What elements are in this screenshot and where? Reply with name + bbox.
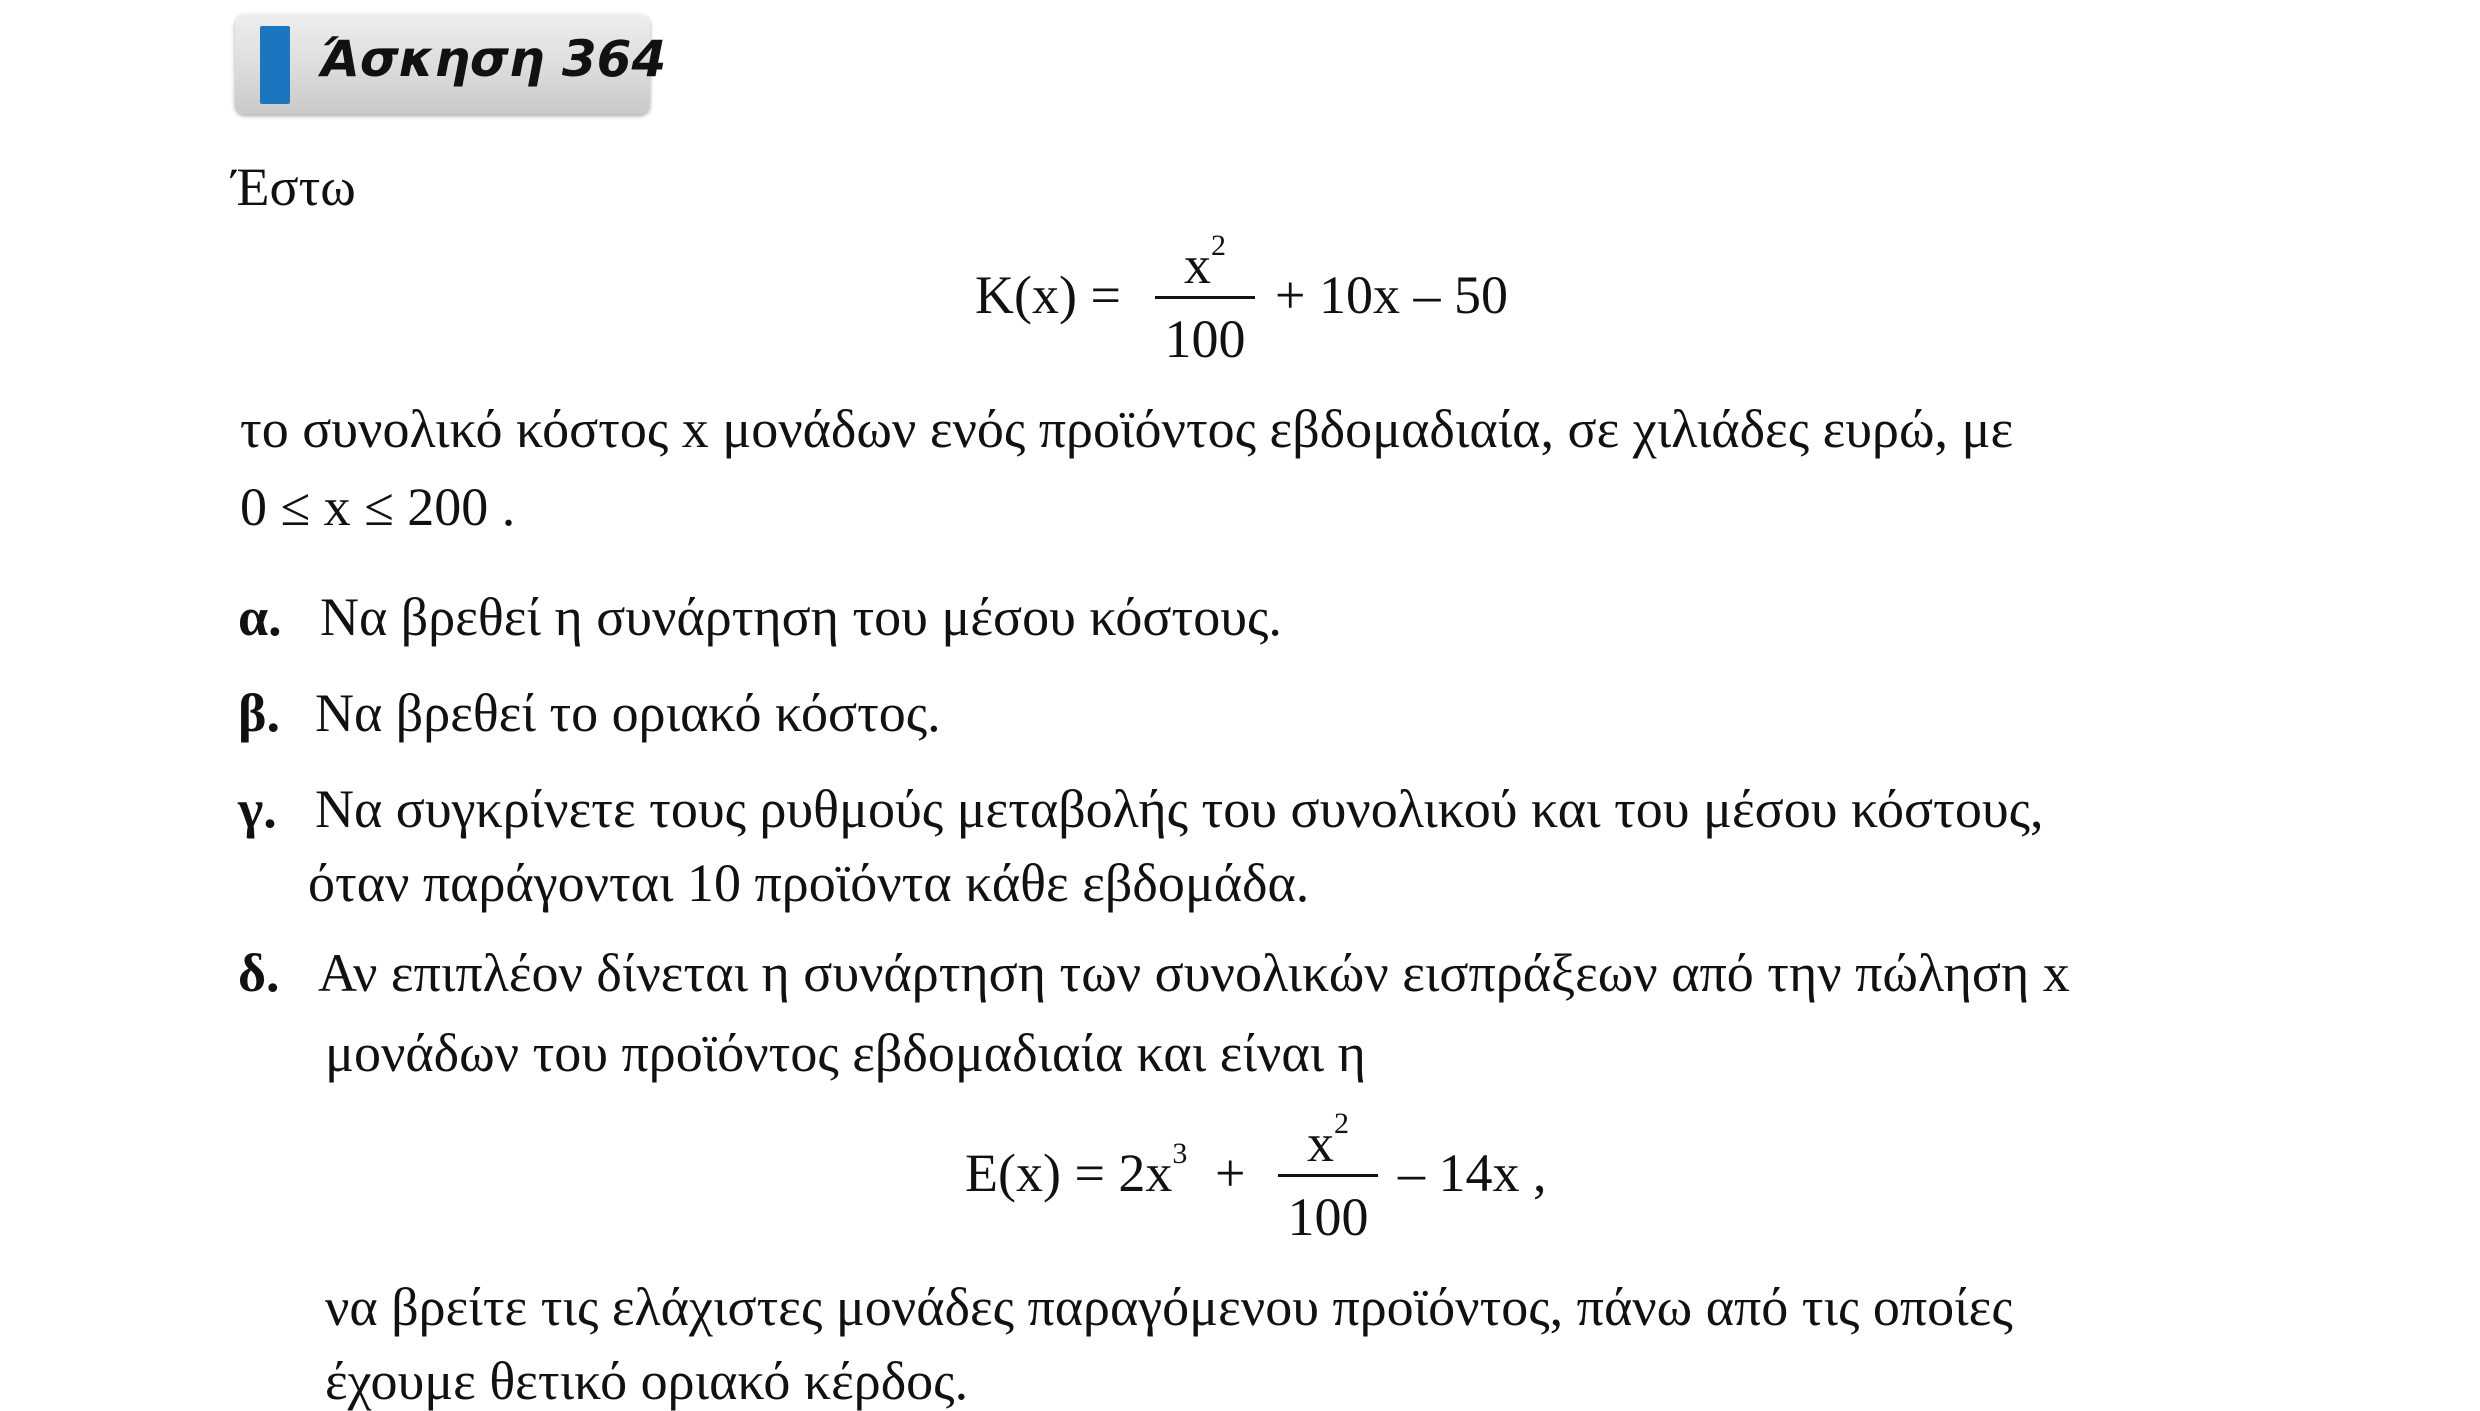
intro-text: Έστω	[232, 157, 356, 217]
eq1-fraction	[1155, 228, 1255, 369]
question-label: β.	[238, 683, 280, 743]
eq2-fraction	[1278, 1106, 1378, 1247]
question-label: γ.	[238, 779, 277, 839]
exercise-title: Άσκηση 364	[320, 30, 667, 88]
eq1-denominator: 100	[1164, 309, 1246, 369]
question-label: δ.	[238, 943, 280, 1003]
eq1-numerator: $x^2$	[1184, 229, 1226, 295]
fraction-bar	[1278, 1174, 1378, 1177]
question-text-continued: μονάδων του προϊόντος εβδομαδιαία και είναι η	[325, 1023, 1366, 1083]
conclusion-line-1: να βρείτε τις ελάχιστες μονάδες παραγόμενου προϊόντος, πάνω από τις οποίες	[325, 1277, 2013, 1337]
description-line-2: 0 ≤ x ≤ 200 .	[240, 477, 516, 537]
eq2-denominator: 100	[1287, 1187, 1369, 1247]
exercise-header	[235, 14, 667, 114]
question-label: α.	[238, 587, 282, 647]
conclusion-line-2: έχουμε θετικό οριακό κέρδος.	[325, 1351, 969, 1411]
fraction-bar	[1155, 296, 1255, 299]
eq2-lhs: $E(x) = 2x^3$	[965, 1137, 1188, 1203]
question-text: Να βρεθεί το οριακό κόστος.	[315, 683, 941, 743]
eq1-rest: + 10x – 50	[1275, 265, 1508, 325]
question-text-continued: όταν παράγονται 10 προϊόντα κάθε εβδομάδα.	[308, 853, 1310, 913]
eq2-rest: – 14x ,	[1398, 1143, 1547, 1203]
question-text: Να συγκρίνετε τους ρυθμούς μεταβολής του συνολικού και του μέσου κόστους,	[315, 779, 2044, 839]
eq2-plus: +	[1215, 1143, 1246, 1203]
question-text: Αν επιπλέον δίνεται η συνάρτηση των συνολικών εισπράξεων από την πώληση x	[318, 943, 2070, 1003]
description-line-1: το συνολικό κόστος x μονάδων ενός προϊόντος εβδομαδιαία, σε χιλιάδες ευρώ, με	[240, 399, 2014, 459]
eq2-numerator: $x^2$	[1307, 1107, 1349, 1173]
accent-bar	[260, 26, 290, 104]
question-text: Να βρεθεί η συνάρτηση του μέσου κόστους.	[320, 587, 1282, 647]
eq1-lhs: K(x) =	[975, 265, 1121, 325]
